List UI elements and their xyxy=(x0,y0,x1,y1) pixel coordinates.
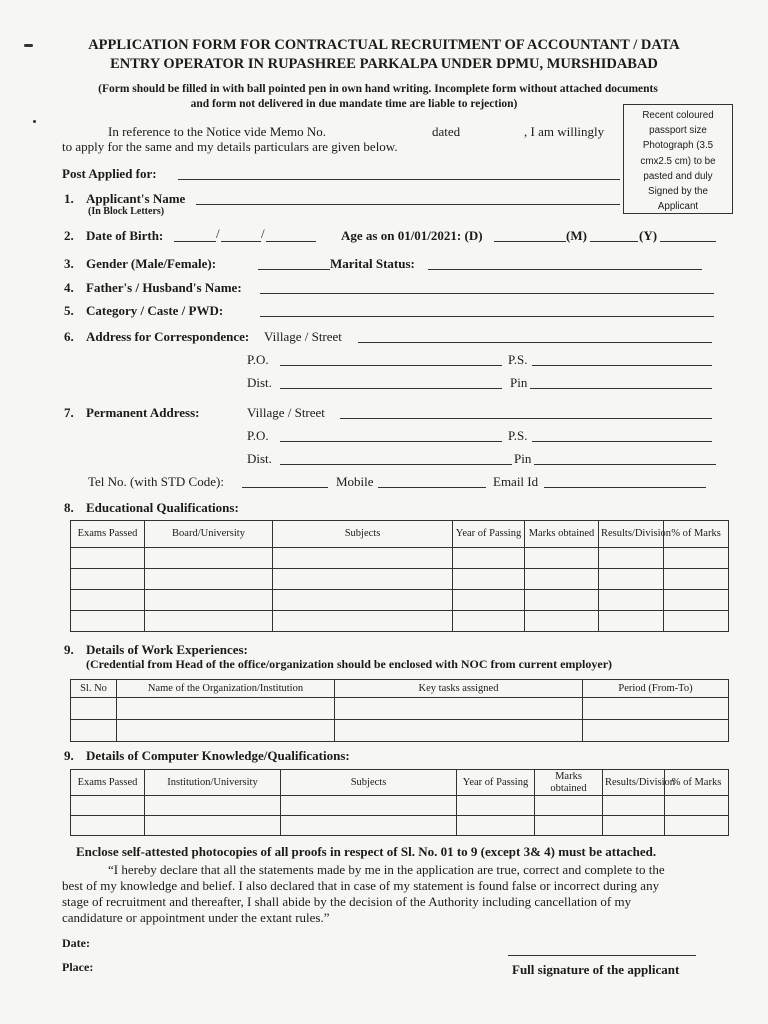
table-cell[interactable] xyxy=(665,816,729,836)
post-applied-label: Post Applied for: xyxy=(62,166,157,181)
table-cell[interactable] xyxy=(145,569,273,590)
dob-separator: / xyxy=(216,226,220,241)
photo-box-text: Applicant xyxy=(657,201,699,213)
tel-label: Tel No. (with STD Code): xyxy=(88,474,224,489)
table-row xyxy=(71,720,729,742)
field-4-number: 4. xyxy=(64,280,74,295)
intro-line2: to apply for the same and my details particulars are given below. xyxy=(62,139,398,154)
permanent-village-field[interactable] xyxy=(340,418,712,419)
photo-box-text: pasted and duly xyxy=(643,170,713,182)
signature-label: Full signature of the applicant xyxy=(512,962,680,977)
table-cell[interactable] xyxy=(599,548,664,569)
table-cell[interactable] xyxy=(525,590,599,611)
table-cell[interactable] xyxy=(603,816,665,836)
correspondence-dist-label: Dist. xyxy=(247,375,272,390)
table-cell[interactable] xyxy=(599,611,664,632)
table-row xyxy=(71,590,729,611)
table-cell[interactable] xyxy=(535,816,603,836)
applicant-name-field[interactable] xyxy=(196,204,620,205)
field-9-number: 9. xyxy=(64,642,74,657)
table-cell[interactable] xyxy=(457,796,535,816)
field-8-number: 8. xyxy=(64,500,74,515)
computer-header-cell: % of Marks xyxy=(665,770,729,796)
intro-memo: In reference to the Notice vide Memo No. xyxy=(108,124,327,139)
email-label: Email Id xyxy=(493,474,539,489)
father-husband-name-field[interactable] xyxy=(260,293,714,294)
table-cell[interactable] xyxy=(535,796,603,816)
enclose-note: Enclose self-attested photocopies of all proofs in respect of Sl. No. 01 to 9 (except 3& 4) must be attached. xyxy=(76,844,657,859)
table-cell[interactable] xyxy=(453,548,525,569)
computer-header-cell: Subjects xyxy=(281,770,457,796)
table-cell[interactable] xyxy=(525,548,599,569)
permanent-dist-label: Dist. xyxy=(247,451,272,466)
declaration-line1: “I hereby declare that all the statements made by me in the application are true, correct and complete to the xyxy=(108,862,665,877)
field-2-number: 2. xyxy=(64,228,74,243)
post-applied-field[interactable] xyxy=(178,179,620,180)
permanent-village-label: Village / Street xyxy=(247,405,325,420)
age-year-field[interactable] xyxy=(660,241,716,242)
table-cell[interactable] xyxy=(71,548,145,569)
work-experience-table xyxy=(70,679,729,742)
table-cell[interactable] xyxy=(117,698,335,720)
correspondence-po-label: P.O. xyxy=(247,352,269,367)
computer-header-cell: Exams Passed xyxy=(71,770,145,796)
computer-header-cell: Year of Passing xyxy=(457,770,535,796)
permanent-ps-field[interactable] xyxy=(532,441,712,442)
table-cell[interactable] xyxy=(665,796,729,816)
correspondence-pin-label: Pin xyxy=(510,375,528,390)
dob-separator: / xyxy=(261,226,265,241)
table-cell[interactable] xyxy=(281,796,457,816)
table-cell[interactable] xyxy=(145,796,281,816)
mobile-label: Mobile xyxy=(336,474,374,489)
table-row xyxy=(71,698,729,720)
work-experience-heading: Details of Work Experiences: xyxy=(86,642,248,657)
table-cell[interactable] xyxy=(71,569,145,590)
correspondence-address-label: Address for Correspondence: xyxy=(86,329,250,344)
education-header-cell: Results/Division xyxy=(599,521,664,548)
signature-field[interactable] xyxy=(508,955,696,956)
table-cell[interactable] xyxy=(583,698,729,720)
education-header-cell: % of Marks xyxy=(664,521,729,548)
table-cell[interactable] xyxy=(71,698,117,720)
declaration-line3: stage of recruitment and thereafter, I shall abide by the decision of the Authority including cancellation of my xyxy=(62,894,632,909)
education-heading: Educational Qualifications: xyxy=(86,500,239,515)
field-5-number: 5. xyxy=(64,303,74,318)
permanent-address-label: Permanent Address: xyxy=(86,405,200,420)
field-6-number: 6. xyxy=(64,329,74,344)
table-cell[interactable] xyxy=(71,590,145,611)
education-header-cell: Board/University xyxy=(145,521,273,548)
computer-knowledge-table xyxy=(70,769,729,836)
work-header-cell: Period (From-To) xyxy=(583,680,729,698)
table-cell[interactable] xyxy=(599,569,664,590)
correspondence-ps-label: P.S. xyxy=(508,352,528,367)
table-cell[interactable] xyxy=(117,720,335,742)
father-husband-name-label: Father's / Husband's Name: xyxy=(86,280,242,295)
table-cell[interactable] xyxy=(453,569,525,590)
age-year-label: (Y) xyxy=(639,228,658,243)
table-cell[interactable] xyxy=(525,611,599,632)
photo-box-text: Photograph (3.5 xyxy=(642,140,714,152)
table-cell[interactable] xyxy=(145,611,273,632)
computer-header-cell: Institution/University xyxy=(145,770,281,796)
photo-box xyxy=(623,104,733,214)
applicant-name-hint: (In Block Letters) xyxy=(88,206,165,217)
dob-month-field[interactable] xyxy=(221,241,261,242)
place-label: Place: xyxy=(62,960,94,974)
computer-knowledge-heading: Details of Computer Knowledge/Qualifications: xyxy=(86,748,350,763)
photo-box-text: Recent coloured xyxy=(642,110,714,121)
age-month-field[interactable] xyxy=(590,241,638,242)
photo-box-text: passport size xyxy=(649,125,707,137)
field-7-number: 7. xyxy=(64,405,74,420)
instruction-note-line1: (Form should be filled in with ball pointed pen in own hand writing. Incomplete form without attached documents xyxy=(98,83,658,95)
field-3-number: 3. xyxy=(64,256,74,271)
category-label: Category / Caste / PWD: xyxy=(86,303,224,318)
table-cell[interactable] xyxy=(281,816,457,836)
intro-dated: dated xyxy=(432,124,461,139)
table-row xyxy=(71,796,729,816)
education-table xyxy=(70,520,729,632)
table-row xyxy=(71,569,729,590)
correspondence-ps-field[interactable] xyxy=(532,365,712,366)
work-header-cell: Key tasks assigned xyxy=(335,680,583,698)
age-day-field[interactable] xyxy=(494,241,566,242)
table-cell[interactable] xyxy=(145,816,281,836)
correspondence-pin-field[interactable] xyxy=(530,388,712,389)
education-header-cell: Year of Passing xyxy=(453,521,525,548)
declaration-line2: best of my knowledge and belief. I also declared that in case of my statement is found false or incorrect during any xyxy=(62,878,660,893)
table-cell[interactable] xyxy=(664,611,729,632)
tel-field[interactable] xyxy=(242,487,328,488)
table-cell[interactable] xyxy=(664,590,729,611)
photo-box-text: Signed by the xyxy=(648,186,708,198)
computer-header-cell: Results/Division xyxy=(603,770,665,796)
table-cell[interactable] xyxy=(664,548,729,569)
education-header-cell: Marks obtained xyxy=(525,521,599,548)
dob-year-field[interactable] xyxy=(266,241,316,242)
marital-status-label: Marital Status: xyxy=(330,256,415,271)
marital-status-field[interactable] xyxy=(428,269,702,270)
correspondence-village-label: Village / Street xyxy=(264,329,342,344)
age-label: Age as on 01/01/2021: (D) xyxy=(341,228,483,243)
permanent-po-label: P.O. xyxy=(247,428,269,443)
dob-label: Date of Birth: xyxy=(86,228,164,243)
table-cell[interactable] xyxy=(453,611,525,632)
age-month-label: (M) xyxy=(566,228,587,243)
table-cell[interactable] xyxy=(71,720,117,742)
mobile-field[interactable] xyxy=(378,487,486,488)
table-cell[interactable] xyxy=(273,590,453,611)
education-header-cell: Subjects xyxy=(273,521,453,548)
form-title-line1: APPLICATION FORM FOR CONTRACTUAL RECRUITMENT OF ACCOUNTANT / DATA xyxy=(88,37,680,53)
table-cell[interactable] xyxy=(453,590,525,611)
table-cell[interactable] xyxy=(71,611,145,632)
education-header-cell: Exams Passed xyxy=(71,521,145,548)
permanent-pin-label: Pin xyxy=(514,451,532,466)
table-cell[interactable] xyxy=(273,548,453,569)
date-label: Date: xyxy=(62,936,90,950)
permanent-ps-label: P.S. xyxy=(508,428,528,443)
table-cell[interactable] xyxy=(457,816,535,836)
category-field[interactable] xyxy=(260,316,714,317)
field-1-number: 1. xyxy=(64,191,74,206)
table-cell[interactable] xyxy=(525,569,599,590)
table-cell[interactable] xyxy=(71,816,145,836)
computer-header-cell: Marks obtained xyxy=(535,770,603,796)
email-field[interactable] xyxy=(544,487,706,488)
scan-mark xyxy=(33,120,36,123)
table-row xyxy=(71,816,729,836)
table-cell[interactable] xyxy=(335,720,583,742)
table-cell[interactable] xyxy=(335,698,583,720)
instruction-note-line2: and form not delivered in due mandate time are liable to rejection) xyxy=(190,98,518,110)
form-title-line2: ENTRY OPERATOR IN RUPASHREE PARKALPA UNDER DPMU, MURSHIDABAD xyxy=(110,56,658,72)
field-9b-number: 9. xyxy=(64,748,74,763)
table-row xyxy=(71,611,729,632)
permanent-po-field[interactable] xyxy=(280,441,502,442)
declaration-line4: candidature or appointment under the extant rules.” xyxy=(62,910,330,925)
table-cell[interactable] xyxy=(603,796,665,816)
table-cell[interactable] xyxy=(145,590,273,611)
gender-field[interactable] xyxy=(258,269,330,270)
applicant-name-label: Applicant's Name xyxy=(86,191,186,206)
correspondence-po-field[interactable] xyxy=(280,365,502,366)
permanent-dist-field[interactable] xyxy=(280,464,512,465)
table-cell[interactable] xyxy=(273,611,453,632)
correspondence-village-field[interactable] xyxy=(358,342,712,343)
dob-day-field[interactable] xyxy=(174,241,216,242)
table-cell[interactable] xyxy=(145,548,273,569)
table-row xyxy=(71,548,729,569)
work-header-cell: Sl. No xyxy=(71,680,117,698)
intro-willingly: , I am willingly xyxy=(524,124,605,139)
gender-label: Gender (Male/Female): xyxy=(86,256,217,271)
table-cell[interactable] xyxy=(273,569,453,590)
table-cell[interactable] xyxy=(71,796,145,816)
correspondence-dist-field[interactable] xyxy=(280,388,502,389)
photo-box-text: cmx2.5 cm) to be xyxy=(640,155,716,167)
permanent-pin-field[interactable] xyxy=(534,464,716,465)
table-cell[interactable] xyxy=(664,569,729,590)
work-experience-subheading: (Credential from Head of the office/organization should be enclosed with NOC from current employer) xyxy=(86,657,613,671)
table-cell[interactable] xyxy=(599,590,664,611)
work-header-cell: Name of the Organization/Institution xyxy=(117,680,335,698)
table-cell[interactable] xyxy=(583,720,729,742)
